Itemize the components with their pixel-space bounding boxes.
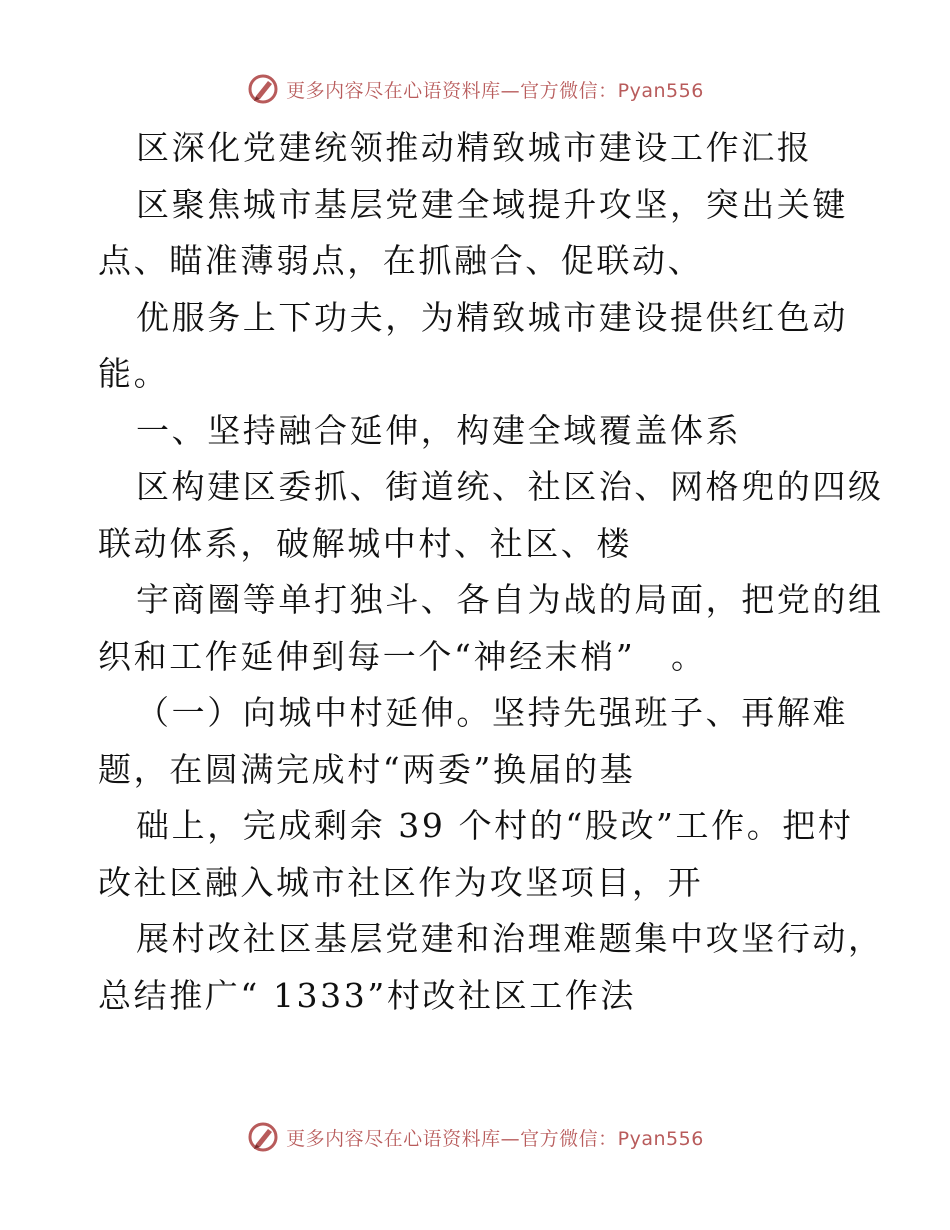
text-line: 能。 [98, 354, 170, 393]
document-body [98, 120, 884, 1024]
text-line: 织和工作延伸到每一个“神经末梢” 。 [98, 636, 707, 676]
banner-text: 更多内容尽在心语资料库—官方微信：Pyan556 [286, 79, 704, 102]
text-line: 区构建区委抓、街道统、社区治、网格兜的四级 [136, 467, 884, 506]
banner-text: 更多内容尽在心语资料库—官方微信：Pyan556 [286, 1127, 704, 1150]
text-line: 题，在圆满完成村“两委”换届的基 [98, 749, 636, 789]
text-line: 总结推广“ 1333”村改社区工作法 [98, 975, 637, 1015]
footer-banner [0, 1120, 950, 1154]
text-line: 点、瞄准薄弱点，在抓融合、促联动、 [98, 241, 704, 280]
header-banner [0, 72, 950, 106]
text-line: 一、坚持融合延伸，构建全域覆盖体系 [136, 410, 742, 450]
text-line: 区深化党建统领推动精致城市建设工作汇报 [136, 128, 813, 167]
pen-logo-icon [246, 72, 280, 106]
text-line: 宇商圈等单打独斗、各自为战的局面，把党的组 [136, 580, 884, 619]
text-line: 改社区融入城市社区作为攻坚项目，开 [98, 862, 704, 902]
pen-logo-icon [246, 1120, 280, 1154]
text-line: 础上，完成剩余 39 个村的“股改”工作。把村 [136, 806, 854, 845]
text-line: 联动体系，破解城中村、社区、楼 [98, 523, 632, 563]
text-line: 区聚焦城市基层党建全域提升攻坚，突出关键 [136, 184, 848, 224]
text-line: （一）向城中村延伸。坚持先强班子、再解难 [136, 693, 848, 732]
text-line: 展村改社区基层党建和治理难题集中攻坚行动， [136, 919, 884, 958]
text-line: 优服务上下功夫，为精致城市建设提供红色动 [136, 297, 848, 337]
